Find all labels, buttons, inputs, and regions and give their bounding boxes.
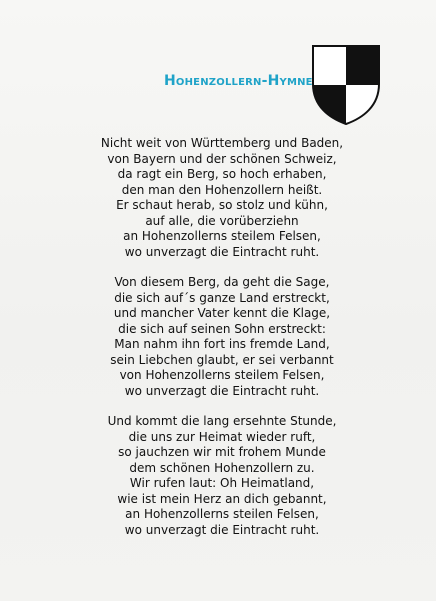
poem-line: Man nahm ihn fort ins fremde Land, [114,337,330,351]
poem-line: den man den Hohenzollern heißt. [121,182,323,197]
stanza [70,275,374,399]
poem-line: da ragt ein Berg, so hoch erhaben, [117,167,327,181]
poem-line: von Hohenzollerns steilem Felsen, [119,368,325,382]
poem-line: auf alle, die vorüberziehn [145,213,299,228]
poem-line: die sich auf´s ganze Land erstreckt, [114,290,330,305]
poem-line: wo unverzagt die Eintracht ruht. [124,522,320,537]
poem-line: von Bayern und der schönen Schweiz, [107,151,337,166]
poem-line: die uns zur Heimat wieder ruft, [128,429,316,444]
poem-line: wo unverzagt die Eintracht ruht. [124,244,320,259]
poem-body [70,136,374,553]
poem-line: dem schönen Hohenzollern zu. [129,460,315,475]
crest-black-quarter-bottom [311,85,346,126]
poem-line: wie ist mein Herz an dich gebannt, [117,491,327,506]
poem-line: sein Liebchen glaubt, er sei verbannt [110,352,334,367]
page-title: Hohenzollern-Hymne [164,73,313,89]
poem-line: Er schaut herab, so stolz und kühn, [116,198,328,212]
poem-line: an Hohenzollerns steilen Felsen, [125,507,319,521]
hohenzollern-coat-of-arms-icon [311,44,381,126]
poem-line: die sich auf seinen Sohn erstreckt: [118,321,326,336]
poem-line: Von diesem Berg, da geht die Sage, [114,275,330,289]
poem-line: Nicht weit von Württemberg und Baden, [100,136,344,150]
stanza [70,136,374,260]
poem-line: so jauchzen wir mit frohem Munde [118,445,326,459]
poem-line: und mancher Vater kennt die Klage, [113,306,331,320]
poem-line: Wir rufen laut: Oh Heimatland, [129,476,315,490]
poem-line: an Hohenzollerns steilem Felsen, [123,229,321,243]
poem-line: wo unverzagt die Eintracht ruht. [124,383,320,398]
stanza [70,414,374,538]
poem-line: Und kommt die lang ersehnte Stunde, [107,414,337,428]
crest-black-quarter-top [346,44,381,85]
